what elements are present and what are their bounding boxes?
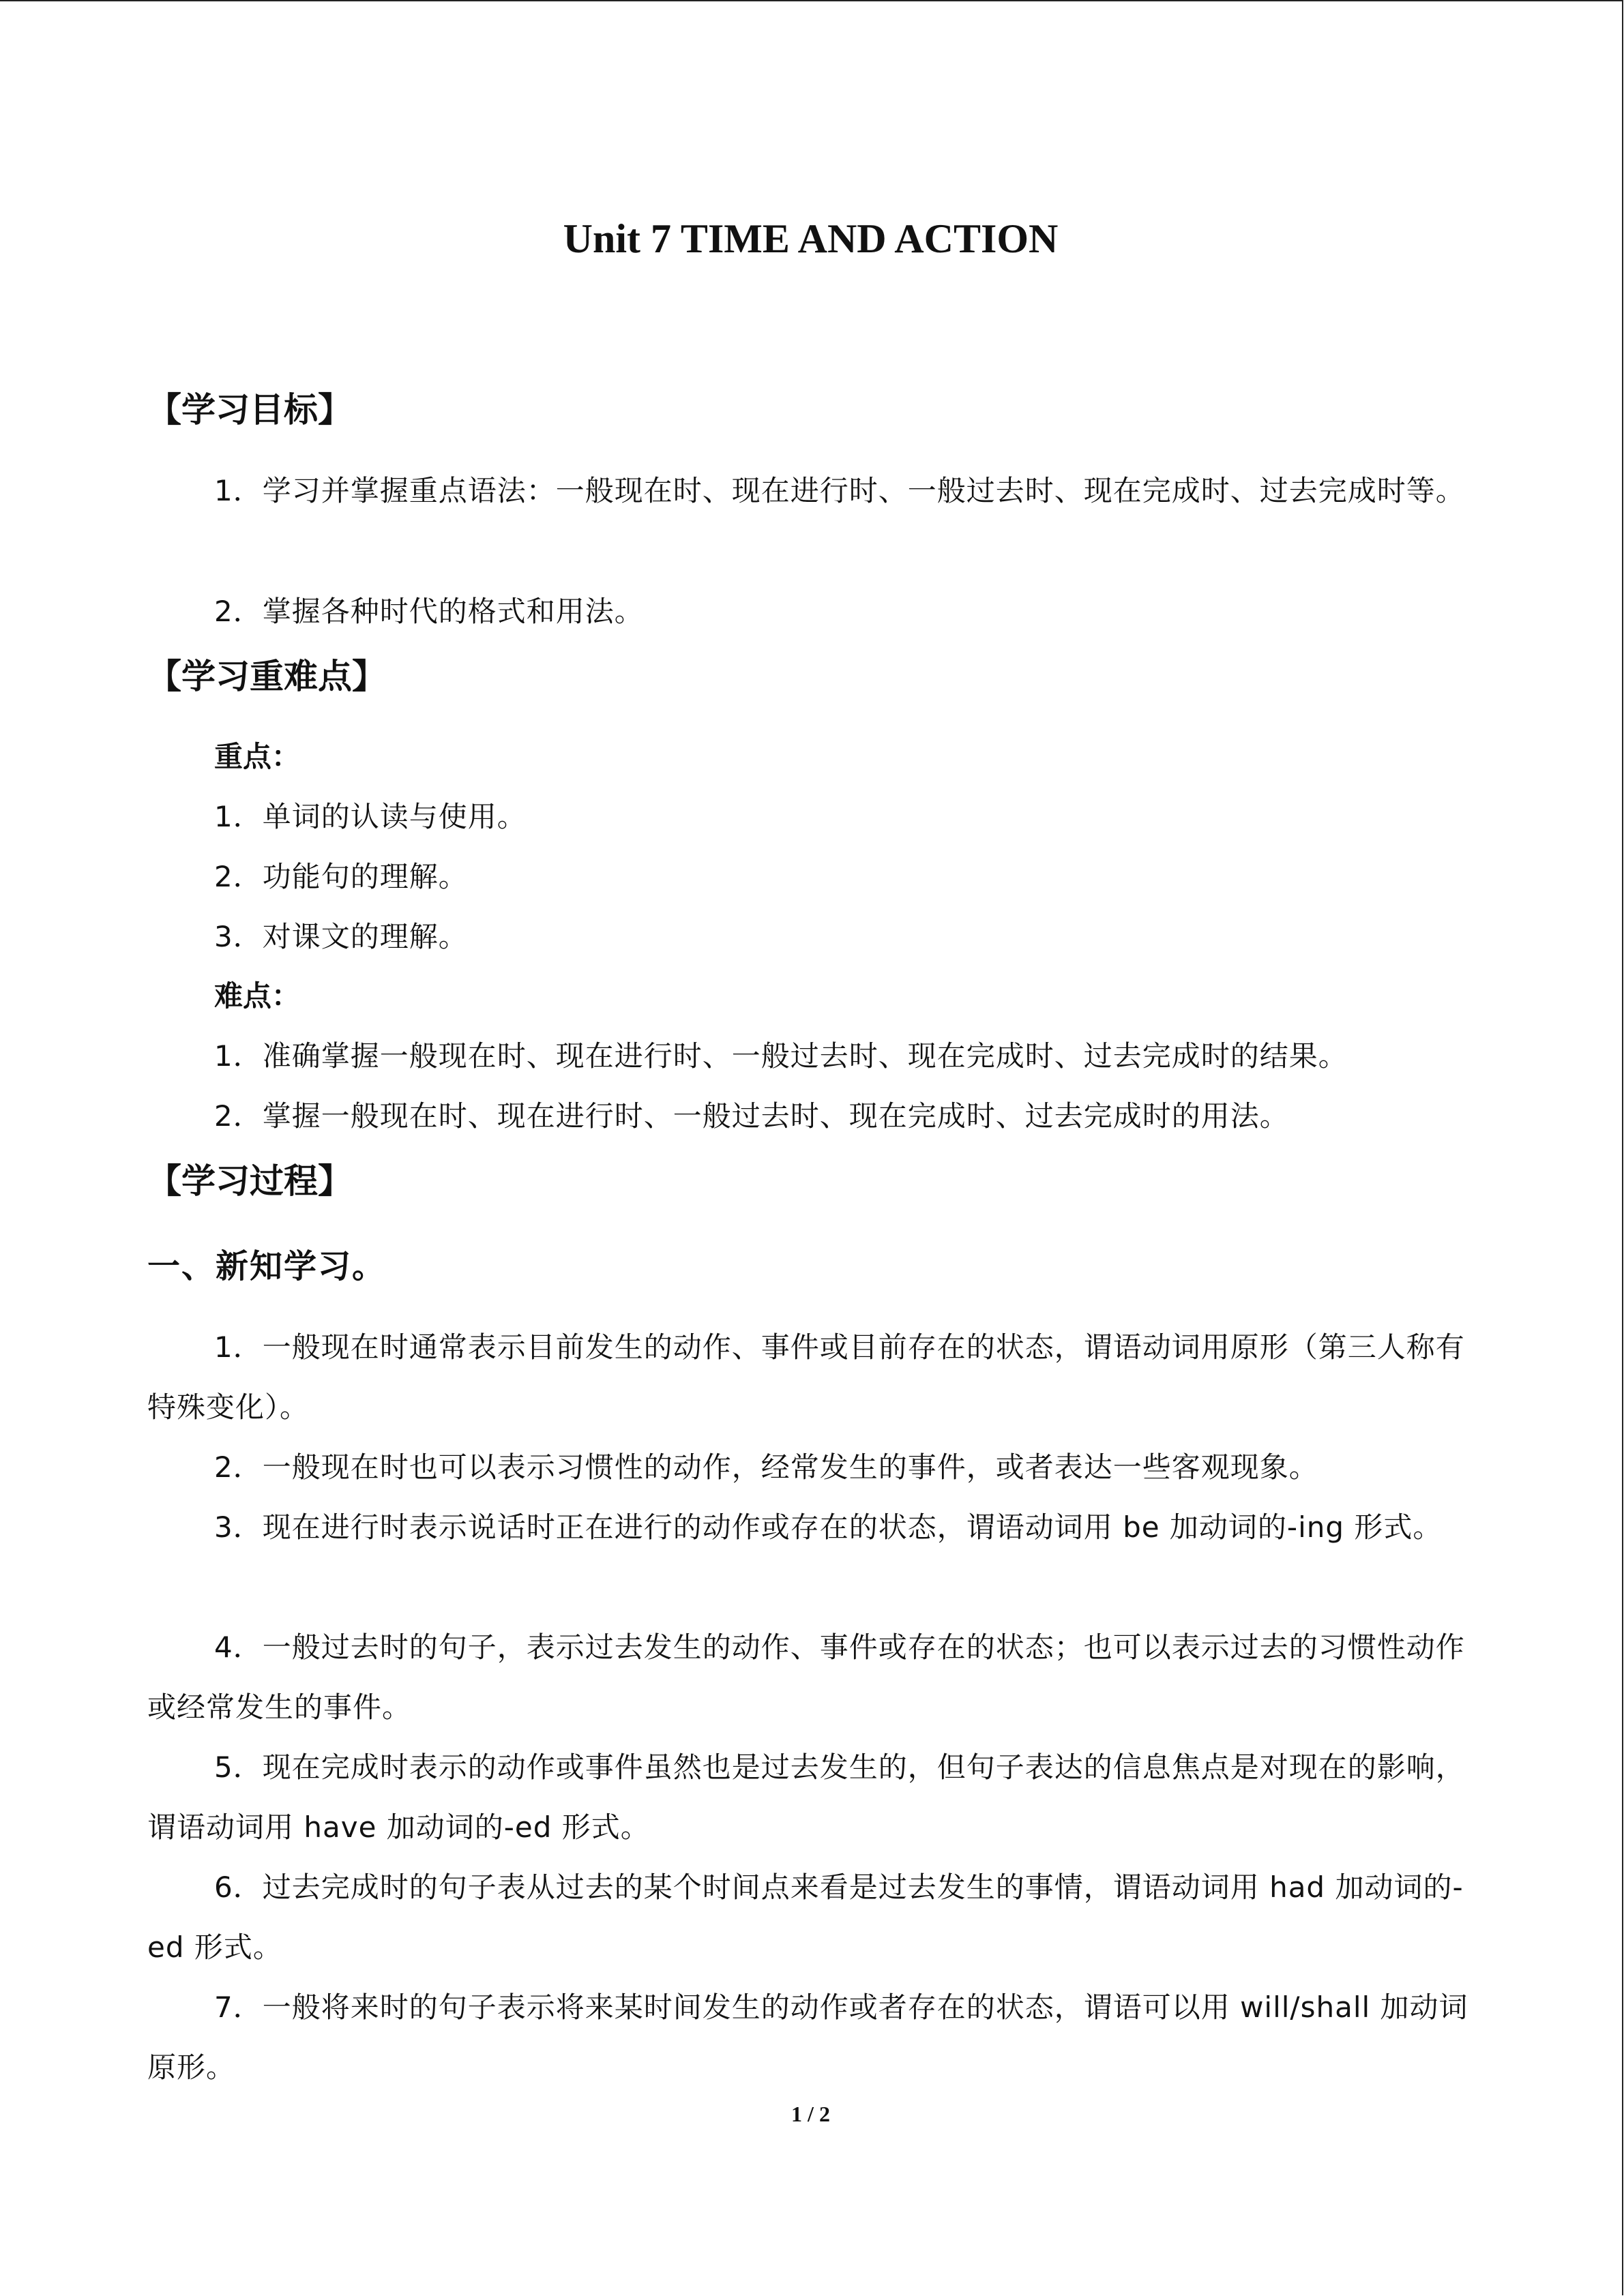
process-item-6: 6．过去完成时的句子表从过去的某个时间点来看是过去发生的事情，谓语动词用 had 加动词的-ed 形式。 — [147, 1870, 1464, 1964]
focus-item-1: 1．单词的认读与使用。 — [214, 800, 527, 833]
process-item-7: 7．一般将来时的句子表示将来某时间发生的动作或者存在的状态，谓语可以用 will/shall 加动词原形。 — [147, 1991, 1468, 2084]
difficulty-label: 难点： — [214, 979, 301, 1013]
process-item-3: 3．现在进行时表示说话时正在进行的动作或存在的状态，谓语动词用 be 加动词的-ing 形式。 — [214, 1510, 1443, 1544]
focus-item-3: 3．对课文的理解。 — [214, 920, 468, 953]
process-item-4: 4．一般过去时的句子，表示过去发生的动作、事件或存在的状态；也可以表示过去的习惯性动作或经常发生的事件。 — [147, 1630, 1465, 1724]
key-points-heading: 【学习重难点】 — [147, 657, 386, 696]
focus-label: 重点： — [214, 740, 301, 773]
process-heading: 【学习过程】 — [147, 1161, 352, 1201]
process-item-2: 2．一般现在时也可以表示习惯性的动作，经常发生的事件，或者表达一些客观现象。 — [214, 1450, 1318, 1484]
page-number: 1 / 2 — [791, 2102, 830, 2126]
difficulty-item-1: 1．准确掌握一般现在时、现在进行时、一般过去时、现在完成时、过去完成时的结果。 — [214, 1039, 1348, 1073]
objectives-heading: 【学习目标】 — [147, 390, 352, 430]
difficulty-item-2: 2．掌握一般现在时、现在进行时、一般过去时、现在完成时、过去完成时的用法。 — [214, 1099, 1289, 1133]
objective-item-1: 1．学习并掌握重点语法：一般现在时、现在进行时、一般过去时、现在完成时、过去完成时等。 — [214, 474, 1465, 507]
process-item-5: 5．现在完成时表示的动作或事件虽然也是过去发生的，但句子表达的信息焦点是对现在的影响，谓语动词用 have 加动词的-ed 形式。 — [147, 1750, 1465, 1844]
process-item-1: 1．一般现在时通常表示目前发生的动作、事件或目前存在的状态，谓语动词用原形（第三人称有特殊变化）。 — [147, 1330, 1465, 1424]
document-title: Unit 7 TIME AND ACTION — [563, 216, 1059, 261]
focus-item-2: 2．功能句的理解。 — [214, 860, 468, 893]
objective-item-2: 2．掌握各种时代的格式和用法。 — [214, 595, 644, 628]
process-subheading: 一、新知学习。 — [147, 1247, 387, 1285]
